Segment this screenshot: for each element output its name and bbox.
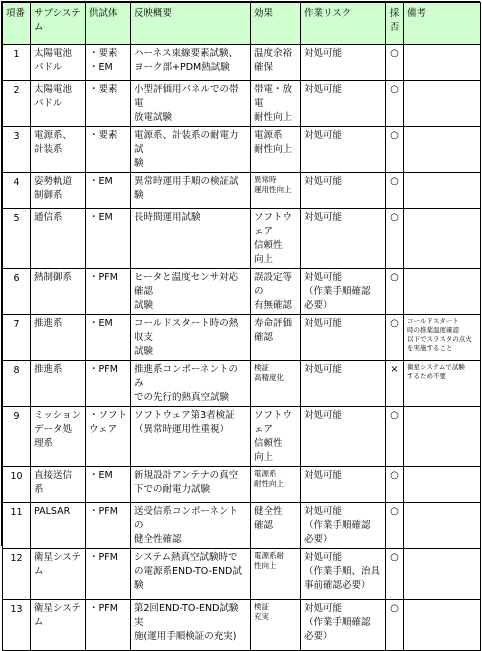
- row-number-cell: [3, 269, 31, 315]
- row-risk: 対処可能: [304, 84, 343, 95]
- table-row: [3, 407, 481, 467]
- table-row: [3, 361, 481, 407]
- row-summary-cell: [131, 467, 251, 503]
- row-test-article-cell: [86, 173, 131, 209]
- row-subsystem-cell: [31, 467, 86, 503]
- row-test-article-cell: [86, 269, 131, 315]
- row-risk-cell: [301, 45, 386, 81]
- row-test-article: ・EM: [89, 212, 113, 223]
- row-summary-cell: [131, 209, 251, 269]
- row-test-article: ・EM: [89, 318, 113, 329]
- header-no: [3, 3, 31, 45]
- table-row: [3, 503, 481, 549]
- row-summary-cell: [131, 549, 251, 600]
- row-effect: 電源系耐 性向上: [254, 551, 284, 570]
- row-test-article-cell: [86, 407, 131, 467]
- row-subsystem-cell: [31, 315, 86, 361]
- row-risk: 対処可能: [304, 364, 343, 375]
- row-test-article: ・要素 ・EM: [89, 48, 118, 73]
- row-risk: 対処可能: [304, 410, 343, 421]
- row-number: 11: [10, 507, 23, 518]
- row-subsystem: PALSAR: [34, 506, 71, 517]
- row-test-article-cell: [86, 127, 131, 173]
- row-effect: 検証 充実: [254, 602, 269, 621]
- row-number-cell: [3, 407, 31, 467]
- row-summary-cell: [131, 269, 251, 315]
- row-number: 9: [13, 411, 20, 422]
- row-remarks-cell: [404, 549, 481, 600]
- row-summary: ハーネス束線要素試験、 ヨーク部+PDM熱試験: [134, 48, 239, 73]
- row-test-article: ・EM: [89, 176, 113, 187]
- row-rejected-mark-cell: [386, 549, 404, 600]
- row-effect: ソフトウェア 信頼性 向上: [254, 410, 293, 463]
- row-effect: 健全性 確認: [254, 506, 283, 531]
- row-rejected-mark: ○: [390, 272, 399, 283]
- row-summary-cell: [131, 173, 251, 209]
- row-effect: 寿命評価 確認: [254, 318, 293, 343]
- row-rejected-mark-cell: [386, 269, 404, 315]
- row-number: 6: [13, 273, 20, 284]
- row-risk-cell: [301, 81, 386, 127]
- row-number-cell: [3, 503, 31, 549]
- row-effect: ソフトウェア 信頼性 向上: [254, 212, 293, 265]
- header-subsystem: [31, 3, 86, 45]
- row-summary: 電源系、計装系の耐電力試 験: [134, 130, 239, 169]
- row-subsystem: 推進系: [34, 364, 63, 375]
- table-row: [3, 81, 481, 127]
- row-effect-cell: [251, 269, 301, 315]
- row-effect-cell: [251, 467, 301, 503]
- row-summary-cell: [131, 81, 251, 127]
- row-subsystem: 衛星システ ム: [34, 552, 82, 577]
- row-test-article: ・PFM: [89, 506, 118, 517]
- row-test-article-cell: [86, 315, 131, 361]
- row-test-article: ・ソフト ウェア: [89, 410, 128, 435]
- row-number-cell: [3, 600, 31, 651]
- row-rejected-mark-cell: [386, 467, 404, 503]
- row-subsystem: 推進系: [34, 318, 63, 329]
- row-subsystem-cell: [31, 127, 86, 173]
- row-rejected-mark: ○: [390, 48, 399, 59]
- row-subsystem: 太陽電池 パドル: [34, 48, 73, 73]
- table-row: [3, 45, 481, 81]
- row-risk-cell: [301, 127, 386, 173]
- row-subsystem-cell: [31, 45, 86, 81]
- row-risk-cell: [301, 503, 386, 549]
- row-summary: 第2回END-TO-END試験実 施(運用手順検証の充実): [134, 603, 239, 642]
- row-test-article-cell: [86, 549, 131, 600]
- row-remarks-cell: [404, 81, 481, 127]
- table-row: [3, 467, 481, 503]
- row-summary: 新規設計アンテナの真空 下での耐電力試験: [134, 470, 239, 495]
- row-subsystem-cell: [31, 600, 86, 651]
- row-test-article-cell: [86, 600, 131, 651]
- header-summary: [131, 3, 251, 45]
- row-test-article: ・EM: [89, 470, 113, 481]
- table-row: [3, 600, 481, 651]
- row-number-cell: [3, 549, 31, 600]
- row-effect-cell: [251, 45, 301, 81]
- row-rejected-mark-cell: [386, 173, 404, 209]
- header-risk-label: 作業リスク: [304, 8, 352, 19]
- row-test-article-cell: [86, 209, 131, 269]
- row-number: 8: [13, 365, 20, 376]
- row-subsystem: 電源系、 計装系: [34, 130, 73, 155]
- table-row: [3, 549, 481, 600]
- row-rejected-mark-cell: [386, 503, 404, 549]
- row-summary-cell: [131, 361, 251, 407]
- row-summary: システム熱真空試験時で の電源系END-TO-END試 験: [134, 552, 242, 591]
- row-summary: 送受信系コンポーネントの 健全性確認: [134, 506, 239, 545]
- row-subsystem: 太陽電池 パドル: [34, 84, 73, 109]
- row-remarks-cell: [404, 45, 481, 81]
- row-summary: ソフトウェア第3者検証 （異常時運用性重視）: [134, 410, 235, 435]
- row-effect: 帯電・放電 耐性向上: [254, 84, 293, 123]
- row-number-cell: [3, 81, 31, 127]
- row-rejected-mark: ○: [390, 552, 399, 563]
- row-risk: 対処可能: [304, 318, 343, 329]
- row-number: 2: [13, 85, 20, 96]
- row-effect: 異常時 運用性向上: [254, 175, 292, 194]
- row-effect: 温度余裕 確保: [254, 48, 293, 73]
- row-rejected-mark: ○: [390, 603, 399, 614]
- row-remarks-cell: [404, 407, 481, 467]
- row-rejected-mark-cell: [386, 315, 404, 361]
- row-rejected-mark: ○: [390, 470, 399, 481]
- row-remarks-cell: [404, 127, 481, 173]
- row-test-article: ・PFM: [89, 272, 118, 283]
- row-rejected-mark-cell: [386, 361, 404, 407]
- header-test-article-label: 供試体: [89, 8, 118, 19]
- row-risk-cell: [301, 315, 386, 361]
- row-number: 13: [10, 604, 23, 615]
- row-number: 7: [13, 319, 20, 330]
- row-test-article-cell: [86, 503, 131, 549]
- row-rejected-mark: ○: [390, 130, 399, 141]
- row-test-article-cell: [86, 81, 131, 127]
- row-number: 3: [13, 131, 20, 142]
- row-risk: 対処可能: [304, 470, 343, 481]
- row-remarks-cell: [404, 173, 481, 209]
- row-number-cell: [3, 467, 31, 503]
- row-subsystem: 熱制御系: [34, 272, 73, 283]
- row-summary-cell: [131, 407, 251, 467]
- header-summary-label: 反映概要: [134, 8, 173, 19]
- row-risk: 対処可能 （作業手順確認 必要）: [304, 272, 371, 311]
- row-number-cell: [3, 315, 31, 361]
- row-risk-cell: [301, 361, 386, 407]
- row-test-article-cell: [86, 45, 131, 81]
- row-risk-cell: [301, 209, 386, 269]
- row-subsystem: ミッション データ処 理系: [34, 410, 82, 449]
- header-remarks: [404, 3, 481, 45]
- row-number-cell: [3, 127, 31, 173]
- row-number: 4: [13, 177, 20, 188]
- row-subsystem-cell: [31, 269, 86, 315]
- row-remarks-cell: [404, 269, 481, 315]
- row-rejected-mark-cell: [386, 81, 404, 127]
- row-rejected-mark-cell: [386, 600, 404, 651]
- header-no-label: 項番: [6, 8, 26, 19]
- row-remarks-cell: [404, 315, 481, 361]
- row-test-article: ・要素: [89, 130, 118, 141]
- row-rejected-mark: ○: [390, 176, 399, 187]
- row-summary: コールドスタート時の熱収支 試験: [134, 318, 239, 357]
- row-rejected-mark: ○: [390, 212, 399, 223]
- row-risk-cell: [301, 269, 386, 315]
- row-subsystem: 通信系: [34, 212, 63, 223]
- row-rejected-mark-cell: [386, 407, 404, 467]
- row-effect: 電源系 耐性向上: [254, 469, 284, 488]
- row-number: 10: [10, 471, 23, 482]
- row-effect-cell: [251, 361, 301, 407]
- row-remarks-cell: [404, 600, 481, 651]
- row-summary: 異常時運用手順の検証試験: [134, 176, 239, 201]
- row-remarks-cell: [404, 361, 481, 407]
- row-subsystem: 衛星システ ム: [34, 603, 82, 628]
- row-rejected-mark: ○: [390, 506, 399, 517]
- row-subsystem-cell: [31, 209, 86, 269]
- row-effect-cell: [251, 549, 301, 600]
- row-risk-cell: [301, 549, 386, 600]
- row-rejected-mark-cell: [386, 45, 404, 81]
- row-number: 1: [13, 49, 20, 60]
- header-effect-label: 効果: [254, 8, 274, 19]
- row-number-cell: [3, 209, 31, 269]
- row-number-cell: [3, 45, 31, 81]
- row-risk-cell: [301, 173, 386, 209]
- row-risk: 対処可能: [304, 130, 343, 141]
- header-effect: [251, 3, 301, 45]
- row-summary-cell: [131, 503, 251, 549]
- row-summary-cell: [131, 600, 251, 651]
- table-row: [3, 127, 481, 173]
- row-effect: 誤設定等の 有無確認: [254, 272, 293, 311]
- row-subsystem-cell: [31, 407, 86, 467]
- row-summary-cell: [131, 127, 251, 173]
- table-row: [3, 315, 481, 361]
- row-subsystem: 直接送信 系: [34, 470, 73, 495]
- header-risk: [301, 3, 386, 45]
- header-subsystem-label: サブシステ ム: [34, 8, 81, 33]
- row-effect-cell: [251, 173, 301, 209]
- row-test-article-cell: [86, 467, 131, 503]
- row-risk: 対処可能 （作業手順、治具 事前確認必要）: [304, 552, 381, 591]
- table-row: [3, 269, 481, 315]
- row-rejected-mark: ○: [390, 318, 399, 329]
- header-row: [3, 3, 481, 45]
- row-test-article: ・要素: [89, 84, 118, 95]
- row-remarks-cell: [404, 467, 481, 503]
- row-risk: 対処可能 （作業手順確認 必要）: [304, 603, 371, 642]
- row-summary: 推進系コンポーネントのみ での先行的熱真空試験: [134, 364, 239, 403]
- header-rejected: [386, 3, 404, 45]
- row-effect-cell: [251, 600, 301, 651]
- header-test-article: [86, 3, 131, 45]
- header-remarks-label: 備考: [407, 8, 427, 19]
- row-summary: 長時間運用試験: [134, 212, 201, 223]
- row-number-cell: [3, 361, 31, 407]
- row-number: 12: [10, 553, 23, 564]
- row-effect-cell: [251, 407, 301, 467]
- row-rejected-mark-cell: [386, 209, 404, 269]
- row-effect-cell: [251, 81, 301, 127]
- row-summary: ヒータと温度センサ対応確認 試験: [134, 272, 239, 311]
- row-remarks: コールドスタート 時の推薬温度確認 以下でスラスタの点火 を実施すること: [407, 317, 472, 352]
- row-rejected-mark: ×: [390, 364, 399, 375]
- row-test-article: ・PFM: [89, 364, 118, 375]
- row-summary-cell: [131, 45, 251, 81]
- countermeasure-table: [2, 2, 481, 651]
- table-row: [3, 173, 481, 209]
- row-remarks-cell: [404, 503, 481, 549]
- row-subsystem-cell: [31, 361, 86, 407]
- row-remarks: 衛星システムで試験 するため不要: [407, 363, 465, 380]
- row-summary-cell: [131, 315, 251, 361]
- row-effect: 検証 高精度化: [254, 363, 284, 382]
- row-subsystem-cell: [31, 503, 86, 549]
- row-subsystem-cell: [31, 549, 86, 600]
- row-effect-cell: [251, 315, 301, 361]
- row-effect: 電源系 耐性向上: [254, 130, 293, 155]
- row-rejected-mark: ○: [390, 410, 399, 421]
- row-subsystem: 姿勢軌道 制御系: [34, 176, 73, 201]
- row-risk: 対処可能: [304, 176, 343, 187]
- row-risk-cell: [301, 407, 386, 467]
- row-test-article: ・PFM: [89, 552, 118, 563]
- row-risk: 対処可能: [304, 48, 343, 59]
- row-rejected-mark-cell: [386, 127, 404, 173]
- row-effect-cell: [251, 503, 301, 549]
- row-rejected-mark: ○: [390, 84, 399, 95]
- row-risk: 対処可能: [304, 212, 343, 223]
- row-risk-cell: [301, 600, 386, 651]
- row-number: 5: [13, 213, 20, 224]
- row-test-article: ・PFM: [89, 603, 118, 614]
- row-number-cell: [3, 173, 31, 209]
- row-subsystem-cell: [31, 173, 86, 209]
- row-test-article-cell: [86, 361, 131, 407]
- row-summary: 小型評価用パネルでの帯電 放電試験: [134, 84, 239, 123]
- row-effect-cell: [251, 127, 301, 173]
- row-risk-cell: [301, 467, 386, 503]
- header-rejected-label: 採 否: [389, 8, 400, 33]
- row-subsystem-cell: [31, 81, 86, 127]
- row-effect-cell: [251, 209, 301, 269]
- table-row: [3, 209, 481, 269]
- row-risk: 対処可能 （作業手順確認 必要）: [304, 506, 371, 545]
- row-remarks-cell: [404, 209, 481, 269]
